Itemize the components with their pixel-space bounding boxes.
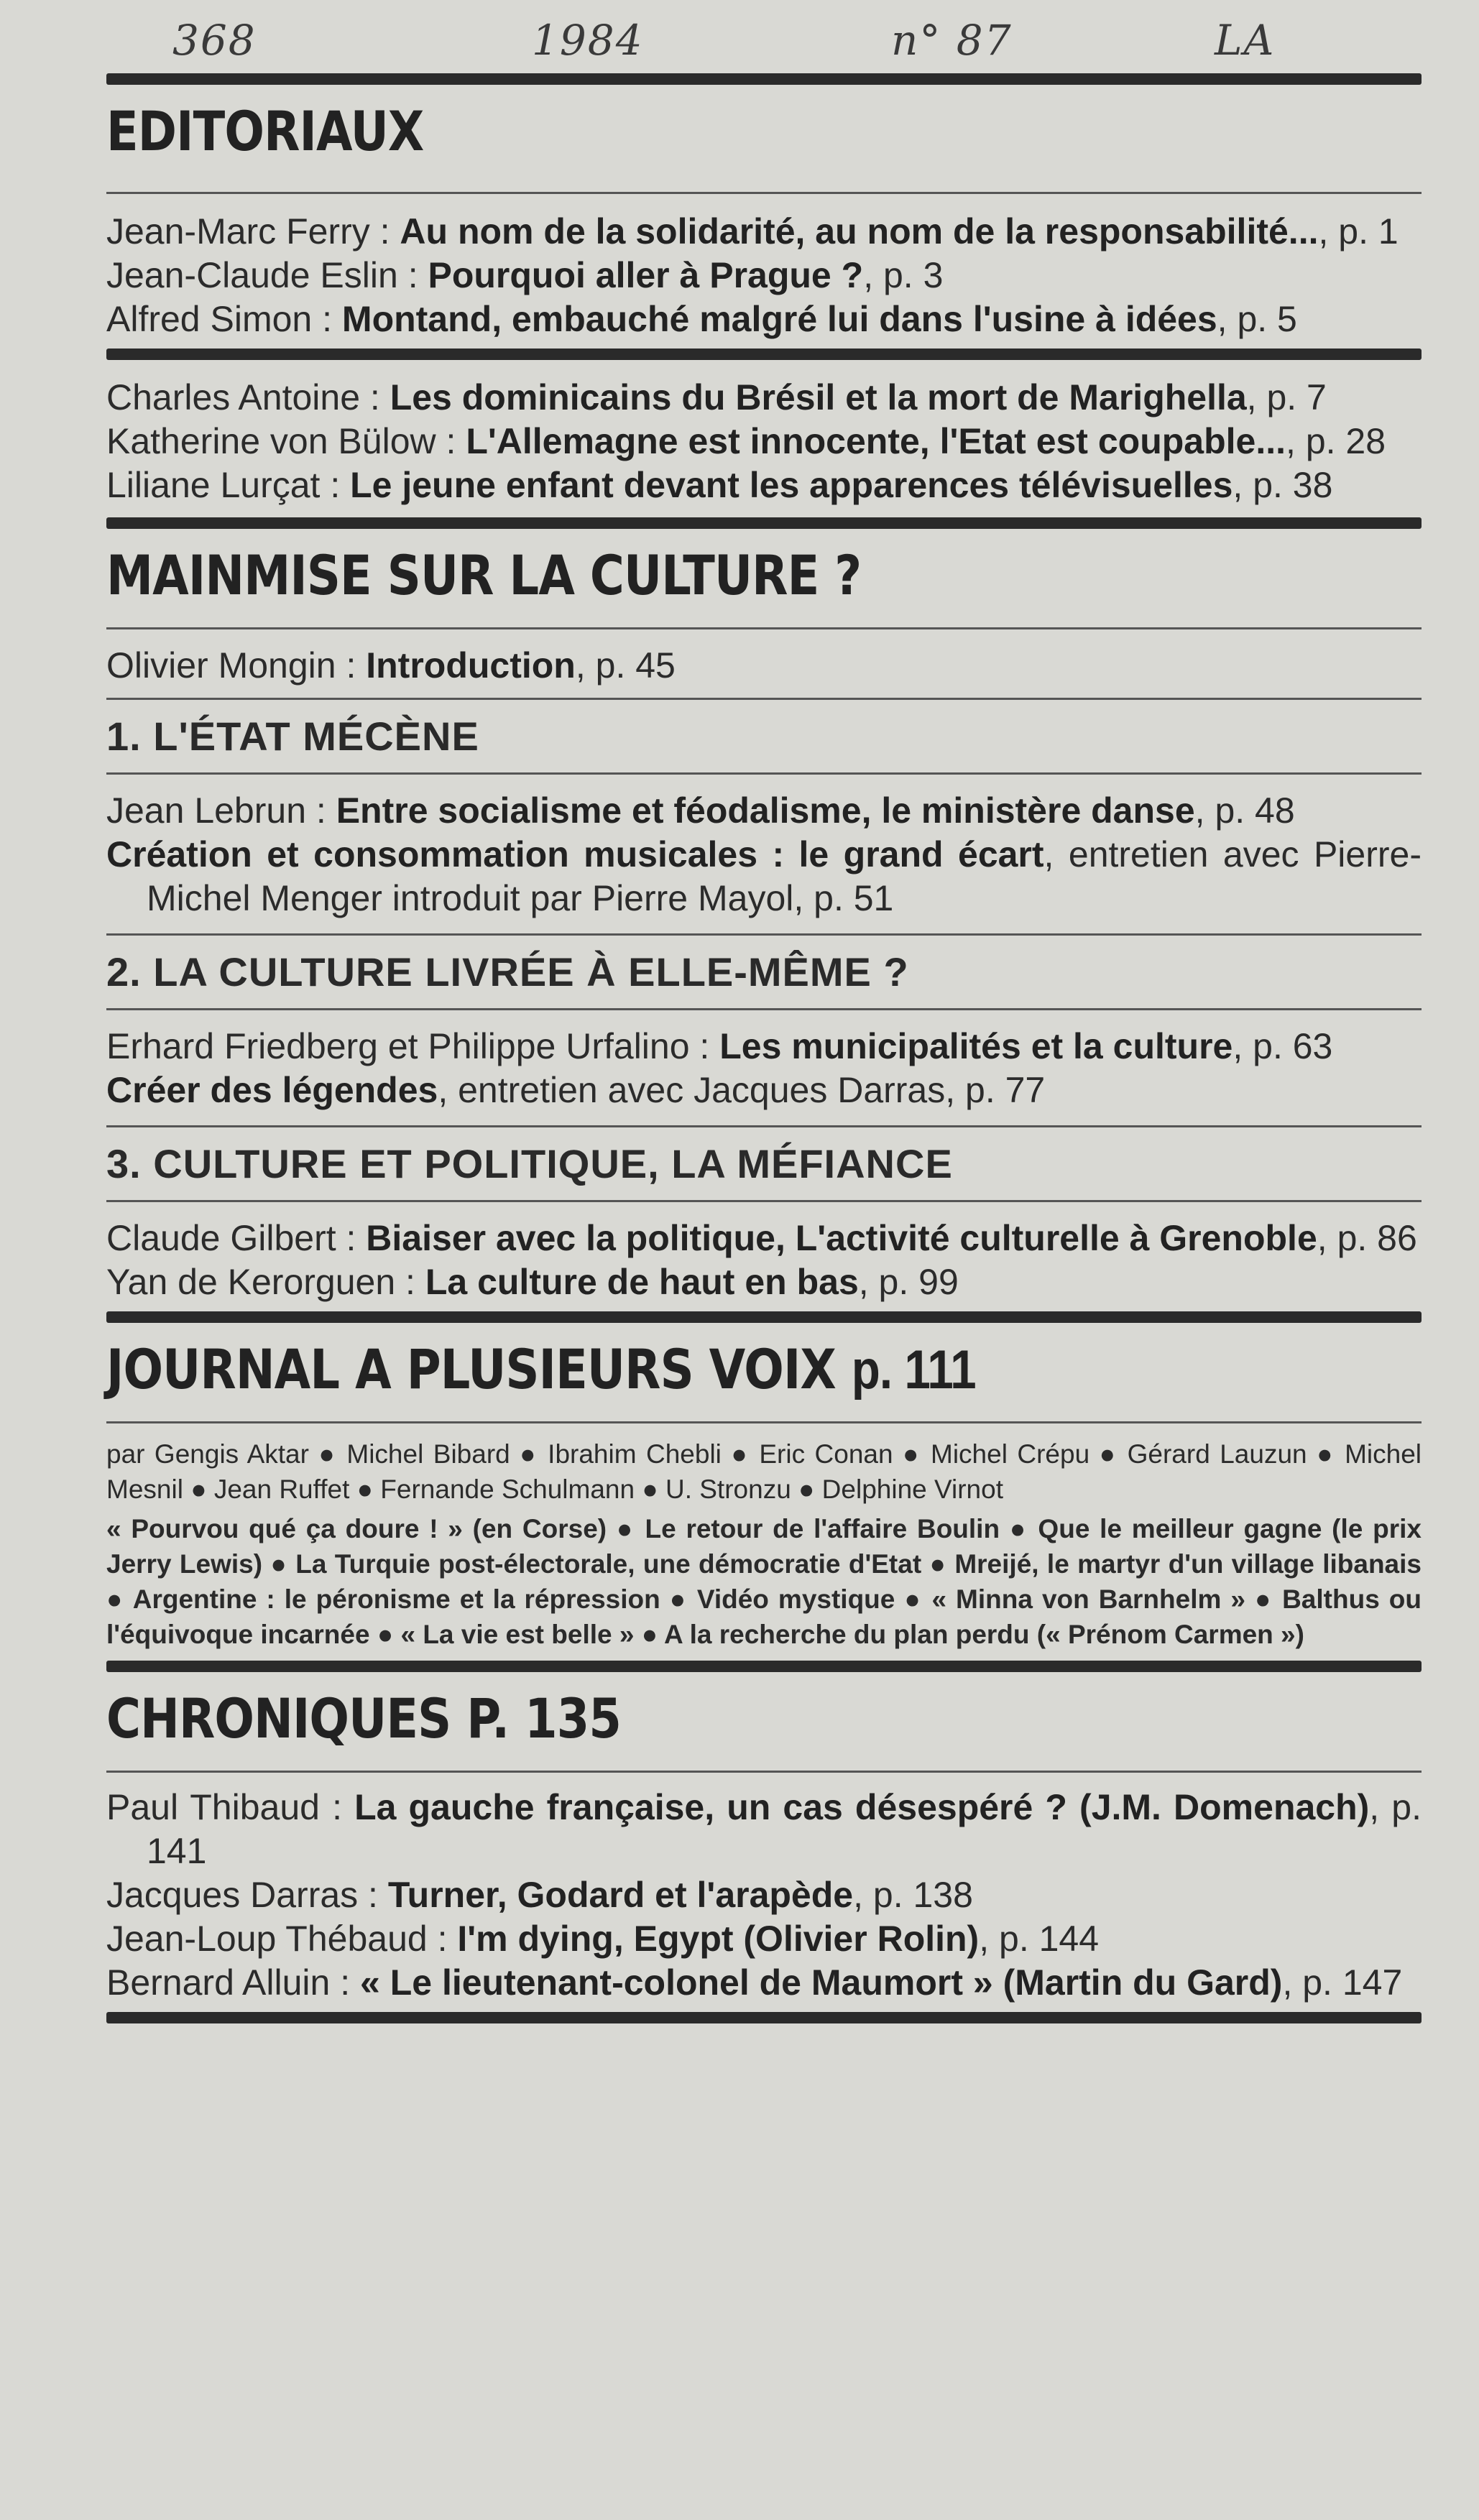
section-title-editoriaux: EDITORIAUX bbox=[106, 99, 424, 163]
toc-entry: Alfred Simon : Montand, embauché malgré lui dans l'usine à idées, p. 5 bbox=[106, 299, 1297, 339]
entry-page: p. 141 bbox=[147, 1787, 1422, 1871]
divider bbox=[106, 1200, 1422, 1202]
divider bbox=[106, 517, 1422, 529]
divider bbox=[106, 1421, 1422, 1423]
entry-page: p. 63 bbox=[1253, 1026, 1333, 1066]
section-title-chroniques: CHRONIQUES P. 135 bbox=[106, 1686, 621, 1750]
entry-title: Créer des légendes bbox=[106, 1070, 438, 1110]
entry-page: p. 144 bbox=[999, 1919, 1100, 1959]
entry-page: p. 86 bbox=[1337, 1218, 1417, 1258]
entry-page: p. 99 bbox=[878, 1262, 959, 1302]
divider bbox=[106, 1311, 1422, 1323]
divider bbox=[106, 192, 1422, 194]
toc-entry: Jean-Marc Ferry : Au nom de la solidarité, au nom de la responsabilité..., p. 1 bbox=[106, 211, 1399, 251]
divider bbox=[106, 1661, 1422, 1672]
divider bbox=[106, 627, 1422, 629]
divider bbox=[106, 73, 1422, 85]
entry-title: La culture de haut en bas bbox=[425, 1262, 859, 1302]
handwritten-note-3: n° 87 bbox=[891, 16, 1013, 65]
entry-page: p. 7 bbox=[1266, 377, 1327, 417]
section-title-journal: JOURNAL A PLUSIEURS VOIX p. 111 bbox=[106, 1337, 976, 1401]
entry-title: Entre socialisme et féodalisme, le ministère danse bbox=[336, 790, 1195, 831]
entry-page: p. 38 bbox=[1253, 465, 1333, 505]
entry-author: Charles Antoine bbox=[106, 377, 361, 417]
divider bbox=[106, 349, 1422, 360]
toc-entry: Jean-Loup Thébaud : I'm dying, Egypt (Olivier Rolin), p. 144 bbox=[106, 1919, 1100, 1959]
entry-author: Olivier Mongin bbox=[106, 645, 336, 686]
entry-author: Katherine von Bülow bbox=[106, 421, 436, 461]
entry-page: p. 3 bbox=[883, 255, 944, 295]
entry-title: Le jeune enfant devant les apparences télévisuelles bbox=[350, 465, 1233, 505]
divider bbox=[106, 1008, 1422, 1010]
entry-author: Paul Thibaud bbox=[106, 1787, 320, 1827]
entry-title: « Le lieutenant-colonel de Maumort » (Martin du Gard) bbox=[360, 1962, 1283, 2003]
entry-author: Jacques Darras bbox=[106, 1875, 359, 1915]
divider bbox=[106, 772, 1422, 775]
section-title-mainmise: MAINMISE SUR LA CULTURE ? bbox=[106, 543, 862, 607]
entry-author: Jean Lebrun bbox=[106, 790, 307, 831]
toc-entry: Charles Antoine : Les dominicains du Brésil et la mort de Marighella, p. 7 bbox=[106, 377, 1327, 417]
entry-details: , entretien avec Jacques Darras, p. 77 bbox=[438, 1070, 1046, 1110]
toc-entry: Jean Lebrun : Entre socialisme et féodalisme, le ministère danse, p. 48 bbox=[106, 790, 1295, 831]
divider bbox=[106, 2012, 1422, 2023]
entry-author: Yan de Kerorguen bbox=[106, 1262, 396, 1302]
toc-entry: Liliane Lurçat : Le jeune enfant devant les apparences télévisuelles, p. 38 bbox=[106, 465, 1333, 505]
toc-entry bbox=[106, 1069, 1422, 1112]
entry-title: Biaiser avec la politique, L'activité culturelle à Grenoble bbox=[366, 1218, 1317, 1258]
entry-title: Introduction bbox=[366, 645, 576, 686]
subsection-title: 3. CULTURE ET POLITIQUE, LA MÉFIANCE bbox=[106, 1141, 953, 1186]
entry-author: Bernard Alluin bbox=[106, 1962, 331, 2003]
table-of-contents bbox=[106, 73, 1422, 2023]
toc-entry: Olivier Mongin : Introduction, p. 45 bbox=[106, 645, 676, 686]
topics-list: « Pourvou qué ça doure ! » (en Corse) ● Le retour de l'affaire Boulin ● Que le meilleur gagne (le prix Jerry Lewis) ● La Turquie post-électorale, une démocratie d'Etat ● Mreijé, le martyr d'un village libanais ● Argentine : le péronisme et la répression ● Vidéo mystique ● « Minna von Barnhelm » ● Balthus ou l'équivoque incarnée ● « La vie est belle » ● A la recherche du plan perdu (« Prénom Carmen ») bbox=[106, 1514, 1422, 1649]
entry-title: Au nom de la solidarité, au nom de la responsabilité... bbox=[400, 211, 1319, 251]
toc-entry: Jean-Claude Eslin : Pourquoi aller à Prague ?, p. 3 bbox=[106, 255, 944, 295]
subsection-title: 1. L'ÉTAT MÉCÈNE bbox=[106, 714, 479, 759]
handwritten-note-1: 368 bbox=[172, 16, 257, 65]
toc-entry: Jacques Darras : Turner, Godard et l'arapède, p. 138 bbox=[106, 1875, 973, 1915]
entry-title: Turner, Godard et l'arapède bbox=[387, 1875, 854, 1915]
entry-title: Les municipalités et la culture bbox=[719, 1026, 1233, 1066]
entry-title: Pourquoi aller à Prague ? bbox=[428, 255, 864, 295]
section-page: p. 111 bbox=[851, 1339, 976, 1400]
entry-title: Les dominicains du Brésil et la mort de Marighella bbox=[390, 377, 1247, 417]
entry-title: Montand, embauché malgré lui dans l'usine à idées bbox=[341, 299, 1217, 339]
entry-title: L'Allemagne est innocente, l'Etat est coupable... bbox=[466, 421, 1286, 461]
entry-author: Jean-Marc Ferry bbox=[106, 211, 370, 251]
entry-author: Liliane Lurçat bbox=[106, 465, 321, 505]
entry-author: Erhard Friedberg et Philippe Urfalino bbox=[106, 1026, 690, 1066]
entry-page: p. 48 bbox=[1215, 790, 1295, 831]
entry-page: p. 1 bbox=[1338, 211, 1399, 251]
entry-title: Création et consommation musicales : le grand écart bbox=[106, 834, 1044, 874]
entry-page: p. 5 bbox=[1237, 299, 1297, 339]
subsection-title: 2. LA CULTURE LIVRÉE À ELLE-MÊME ? bbox=[106, 949, 909, 994]
entry-page: p. 28 bbox=[1305, 421, 1386, 461]
divider bbox=[106, 933, 1422, 936]
entry-page: p. 147 bbox=[1302, 1962, 1403, 2003]
toc-entry: Katherine von Bülow : L'Allemagne est innocente, l'Etat est coupable..., p. 28 bbox=[106, 421, 1386, 461]
toc-entry: Erhard Friedberg et Philippe Urfalino : Les municipalités et la culture, p. 63 bbox=[106, 1026, 1333, 1066]
toc-entry: Yan de Kerorguen : La culture de haut en bas, p. 99 bbox=[106, 1262, 959, 1302]
entry-details: , entretien avec Pierre-Michel Menger introduit par Pierre Mayol, p. 51 bbox=[147, 834, 1422, 918]
divider bbox=[106, 1125, 1422, 1127]
toc-entry: Claude Gilbert : Biaiser avec la politique, L'activité culturelle à Grenoble, p. 86 bbox=[106, 1218, 1417, 1258]
contributors-list: par Gengis Aktar ● Michel Bibard ● Ibrahim Chebli ● Eric Conan ● Michel Crépu ● Gérard Lauzun ● Michel Mesnil ● Jean Ruffet ● Fernande Schulmann ● U. Stronzu ● Delphine Virnot bbox=[106, 1439, 1422, 1504]
entry-title: I'm dying, Egypt (Olivier Rolin) bbox=[457, 1919, 980, 1959]
entry-page: p. 45 bbox=[595, 645, 676, 686]
entry-author: Claude Gilbert bbox=[106, 1218, 336, 1258]
toc-entry: Paul Thibaud : La gauche française, un cas désespéré ? (J.M. Domenach), p. 141 bbox=[106, 1787, 1422, 1871]
handwritten-note-4: LA bbox=[1215, 16, 1276, 65]
divider bbox=[106, 698, 1422, 700]
divider bbox=[106, 1771, 1422, 1773]
handwritten-note-2: 1984 bbox=[532, 16, 644, 65]
entry-page: p. 138 bbox=[872, 1875, 973, 1915]
entry-author: Jean-Loup Thébaud bbox=[106, 1919, 428, 1959]
entry-author: Alfred Simon bbox=[106, 299, 313, 339]
entry-title: La gauche française, un cas désespéré ? (J.M. Domenach) bbox=[354, 1787, 1370, 1827]
toc-entry bbox=[106, 833, 1422, 920]
toc-entry: Bernard Alluin : « Le lieutenant-colonel de Maumort » (Martin du Gard), p. 147 bbox=[106, 1962, 1403, 2003]
entry-author: Jean-Claude Eslin bbox=[106, 255, 398, 295]
